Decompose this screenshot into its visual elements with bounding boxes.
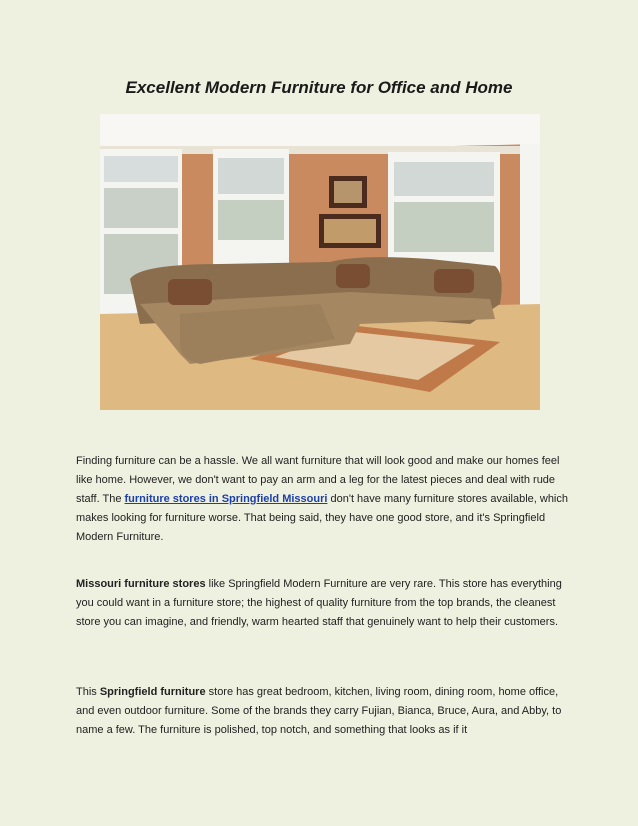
document-title: Excellent Modern Furniture for Office and Home <box>125 78 513 97</box>
paragraph-intro-text-end: don't have many furniture stores available, which makes looking for furniture worse. That being said, they have one good store, and it's Springfield Modern Furniture. <box>76 493 568 543</box>
paragraph-springfield-text-start: This <box>76 686 100 698</box>
paragraph-springfield-text: store has great bedroom, kitchen, living room, dining room, home office, and even outdoor furniture. Some of the brands they carry Fujian, Bianca, Bruce, Aura, and Abby, to name a few. The furniture is polished, top notch, and something that looks as if it <box>76 686 562 736</box>
springfield-furniture-bold: Springfield furniture <box>99 686 206 698</box>
sofa-room-photo <box>100 114 540 410</box>
paragraph-springfield <box>76 683 576 740</box>
paragraph-missouri <box>76 575 576 632</box>
paragraph-missouri-text: like Springfield Modern Furniture are very rare. This store has everything you could want in a furniture store; the highest of quality furniture from the top brands, the cleanest store you can imagine, and friendly, warm hearted staff that genuinely want to help their customers. <box>76 578 562 628</box>
springfield-stores-link[interactable]: furniture stores in Springfield Missouri <box>124 493 328 505</box>
paragraph-intro <box>76 452 576 547</box>
paragraph-intro-text: Finding furniture can be a hassle. We all want furniture that will look good and make our homes feel like home. However, we don't want to pay an arm and a leg for the latest pieces and deal with rude staff. The <box>76 455 560 505</box>
missouri-stores-bold: Missouri furniture stores <box>76 578 206 590</box>
